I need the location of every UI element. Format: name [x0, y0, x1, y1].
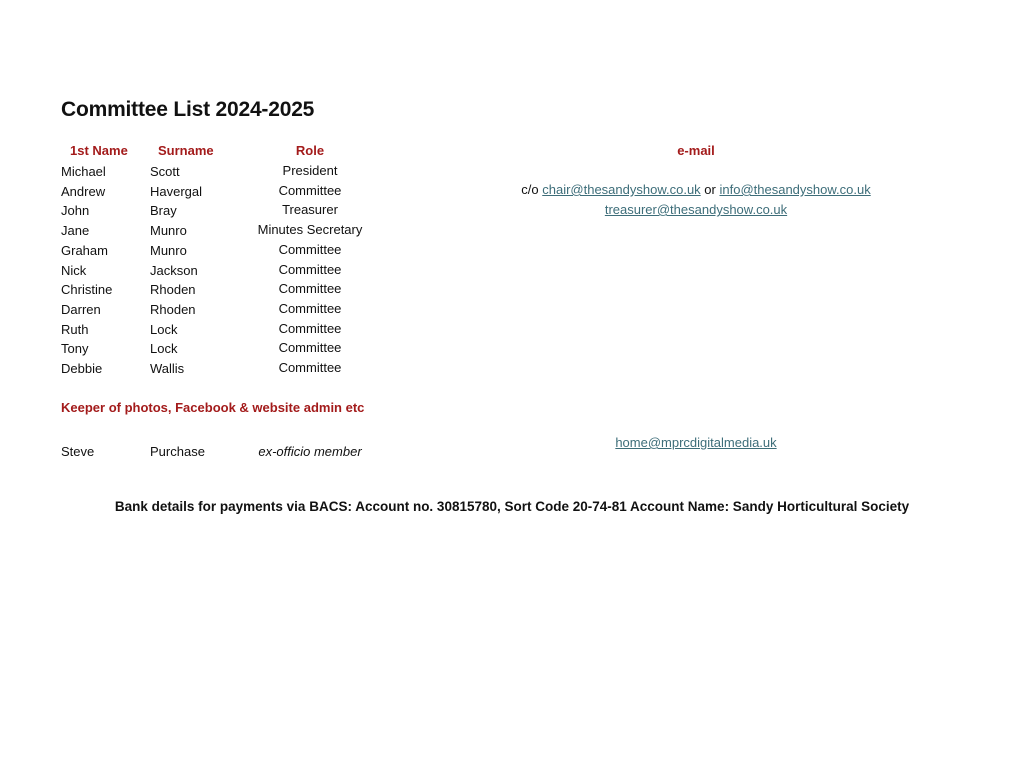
member-first-name: Debbie [61, 361, 103, 376]
member-first-name: John [61, 203, 90, 218]
bank-details: Bank details for payments via BACS: Account no. 30815780, Sort Code 20-74-81 Account Name: Sandy Horticultural Society [114, 499, 910, 514]
member-first-name: Ruth [61, 322, 89, 337]
member-surname: Lock [150, 341, 178, 356]
member-role: Committee [278, 321, 342, 336]
member-role: Committee [278, 301, 342, 316]
header-role: Role [295, 143, 325, 158]
member-surname: Scott [150, 164, 180, 179]
member-surname: Bray [150, 203, 177, 218]
page-title: Committee List 2024-2025 [61, 98, 315, 121]
keeper-email-link[interactable]: home@mprcdigitalmedia.uk [615, 435, 777, 450]
keeper-email [446, 435, 946, 450]
keeper-surname: Purchase [150, 444, 205, 459]
header-first-name: 1st Name [70, 143, 128, 158]
header-email: e-mail [677, 143, 715, 158]
member-surname: Havergal [150, 184, 203, 199]
member-first-name: Darren [61, 302, 101, 317]
member-first-name: Graham [61, 243, 108, 258]
member-role: President [282, 163, 338, 178]
member-surname: Munro [150, 223, 187, 238]
info-email-link[interactable]: info@thesandyshow.co.uk [719, 182, 871, 197]
member-surname: Wallis [150, 361, 185, 376]
email-or: or [700, 182, 720, 197]
member-role: Committee [278, 242, 342, 257]
member-first-name: Nick [61, 263, 87, 278]
member-role: Minutes Secretary [257, 222, 363, 237]
chair-email-link[interactable]: chair@thesandyshow.co.uk [542, 182, 701, 197]
member-surname: Munro [150, 243, 187, 258]
member-role: Committee [278, 183, 342, 198]
treasurer-email-link[interactable]: treasurer@thesandyshow.co.uk [604, 202, 788, 217]
member-first-name: Christine [61, 282, 113, 297]
member-first-name: Tony [61, 341, 89, 356]
member-role: Treasurer [282, 202, 338, 217]
member-role: Committee [278, 360, 342, 375]
member-surname: Jackson [150, 263, 198, 278]
andrew-email [446, 182, 946, 197]
email-prefix: c/o [521, 182, 543, 197]
member-surname: Lock [150, 322, 178, 337]
member-first-name: Jane [61, 223, 90, 238]
member-role: Committee [278, 340, 342, 355]
header-surname: Surname [158, 143, 214, 158]
member-role: Committee [278, 281, 342, 296]
member-surname: Rhoden [150, 282, 196, 297]
treasurer-email [446, 202, 946, 217]
keeper-role: ex-officio member [258, 444, 362, 459]
member-role: Committee [278, 262, 342, 277]
keeper-first-name: Steve [61, 444, 95, 459]
member-first-name: Michael [61, 164, 106, 179]
keeper-heading: Keeper of photos, Facebook & website admin etc [61, 400, 365, 415]
member-surname: Rhoden [150, 302, 196, 317]
member-first-name: Andrew [61, 184, 106, 199]
